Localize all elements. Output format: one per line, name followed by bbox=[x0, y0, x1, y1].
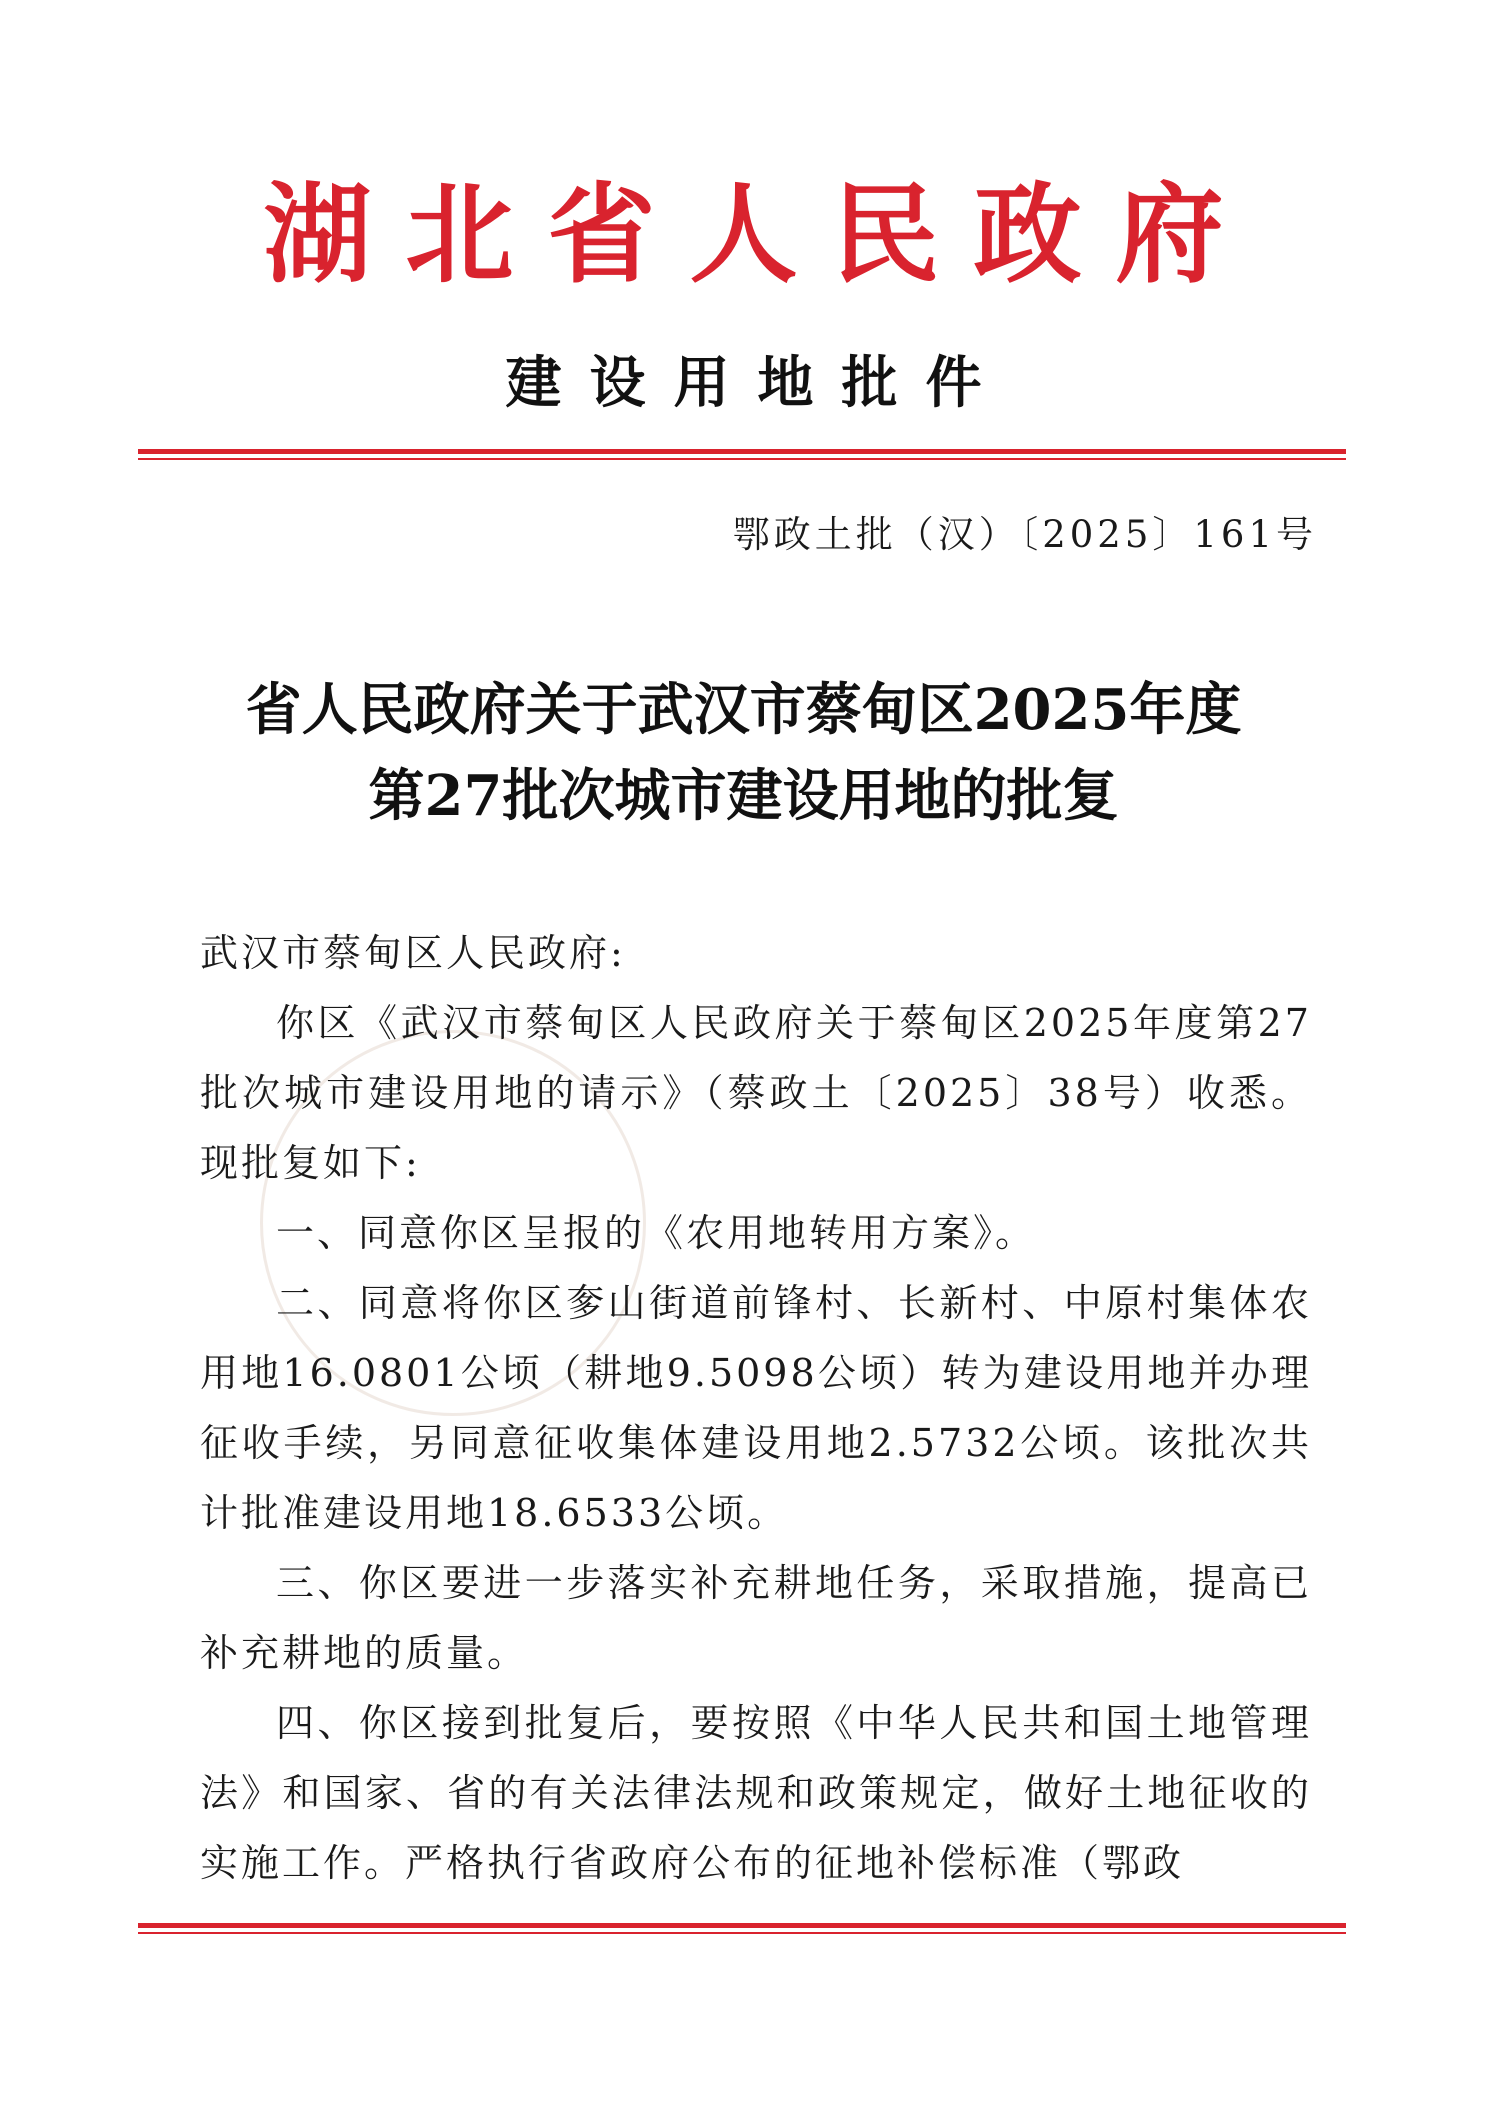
masthead-title: 湖北省人民政府 bbox=[263, 172, 1258, 298]
document-number: 鄂政土批（汉）〔2025〕161号 bbox=[732, 513, 1317, 556]
paragraph-item-3: 三、你区要进一步落实补充耕地任务，采取措施，提高已补充耕地的质量。 bbox=[200, 1561, 1312, 1675]
body-paragraphs bbox=[200, 988, 1312, 1898]
paragraph-item-4: 四、你区接到批复后，要按照《中华人民共和国土地管理法》和国家、省的有关法律法规和政策规定，做好土地征收的实施工作。严格执行省政府公布的征地补偿标准（鄂政 bbox=[200, 1701, 1312, 1885]
footer-divider bbox=[138, 1923, 1346, 1934]
salutation: 武汉市蔡甸区人民政府: bbox=[200, 931, 626, 975]
paragraph-intro: 你区《武汉市蔡甸区人民政府关于蔡甸区2025年度第27批次城市建设用地的请示》（蔡政土〔2025〕38号）收悉。现批复如下: bbox=[200, 1001, 1312, 1185]
document-title-line-2: 第27批次城市建设用地的批复 bbox=[368, 763, 1119, 829]
paragraph-item-2: 二、同意将你区奓山街道前锋村、长新村、中原村集体农用地16.0801公顷（耕地9.5098公顷）转为建设用地并办理征收手续，另同意征收集体建设用地2.5732公顷。该批次共计批准建设用地18.6533公顷。 bbox=[200, 1281, 1312, 1535]
paragraph-item-1: 一、同意你区呈报的《农用地转用方案》。 bbox=[276, 1211, 1037, 1255]
header-divider bbox=[138, 449, 1346, 460]
document-title-line-1: 省人民政府关于武汉市蔡甸区2025年度 bbox=[245, 677, 1242, 743]
document-type-subhead: 建设用地批件 bbox=[505, 350, 1010, 416]
